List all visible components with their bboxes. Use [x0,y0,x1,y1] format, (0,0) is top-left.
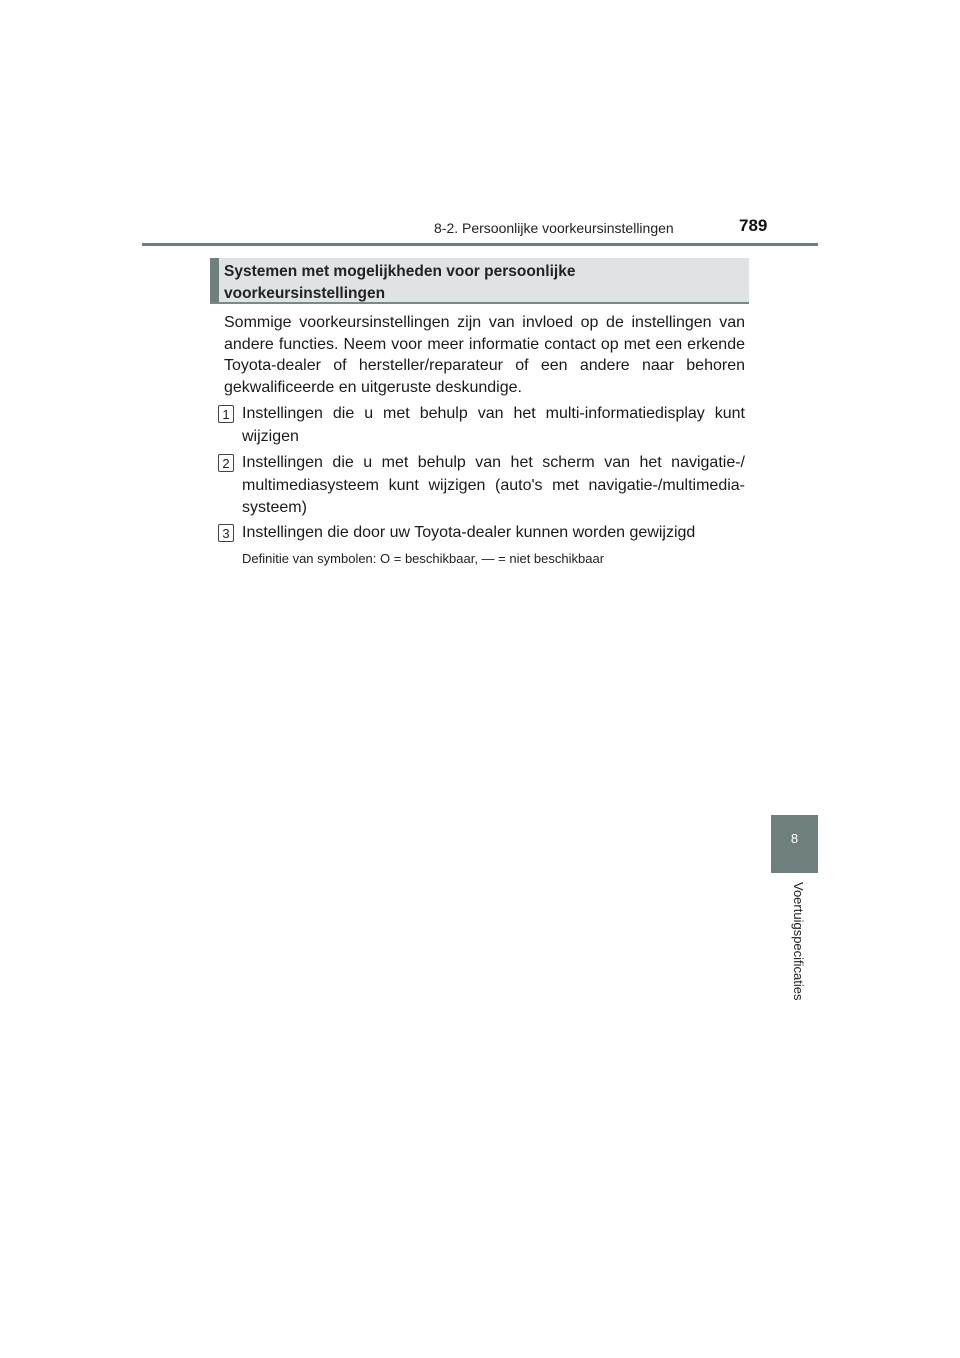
chapter-label: Voertuigspecificaties [791,882,806,1001]
list-item [218,403,745,448]
header-divider [142,243,818,246]
page-number: 789 [739,216,768,235]
symbol-legend: Definitie van symbolen: O = beschikbaar, — = niet beschikbaar [242,551,605,566]
item-number-badge: 1 [218,405,234,423]
section-title: 8-2. Persoonlijke voorkeursinstellingen [434,220,674,236]
item-number-badge: 3 [218,524,234,542]
intro-paragraph: Sommige voorkeursinstellingen zijn van invloed op de instellingen van andere functies. Neem voor meer informatie contact op met een erkende Toyota-dealer of hersteller/reparateur of een andere naar behoren gekwalificeerde en uitgeruste deskundige. [224,314,745,396]
list-item [218,522,745,545]
item-number-badge: 2 [218,454,234,472]
list-item [218,452,745,520]
section-heading-box [210,258,749,304]
heading-accent-bar [210,258,219,302]
list-item-text: Instellingen die door uw Toyota-dealer kunnen worden gewijzigd [242,524,696,541]
chapter-tab: 8 [771,815,818,873]
section-heading: Systemen met mogelijkheden voor persoonlijke voorkeursinstellingen [224,263,576,302]
list-item-text: Instellingen die u met behulp van het scherm van het navigatie-/ multimediasysteem kunt wijzigen (auto's met navigatie-/multimedia-systeem) [242,454,745,516]
list-item-text: Instellingen die u met behulp van het multi-informatiedisplay kunt wijzigen [242,405,745,445]
